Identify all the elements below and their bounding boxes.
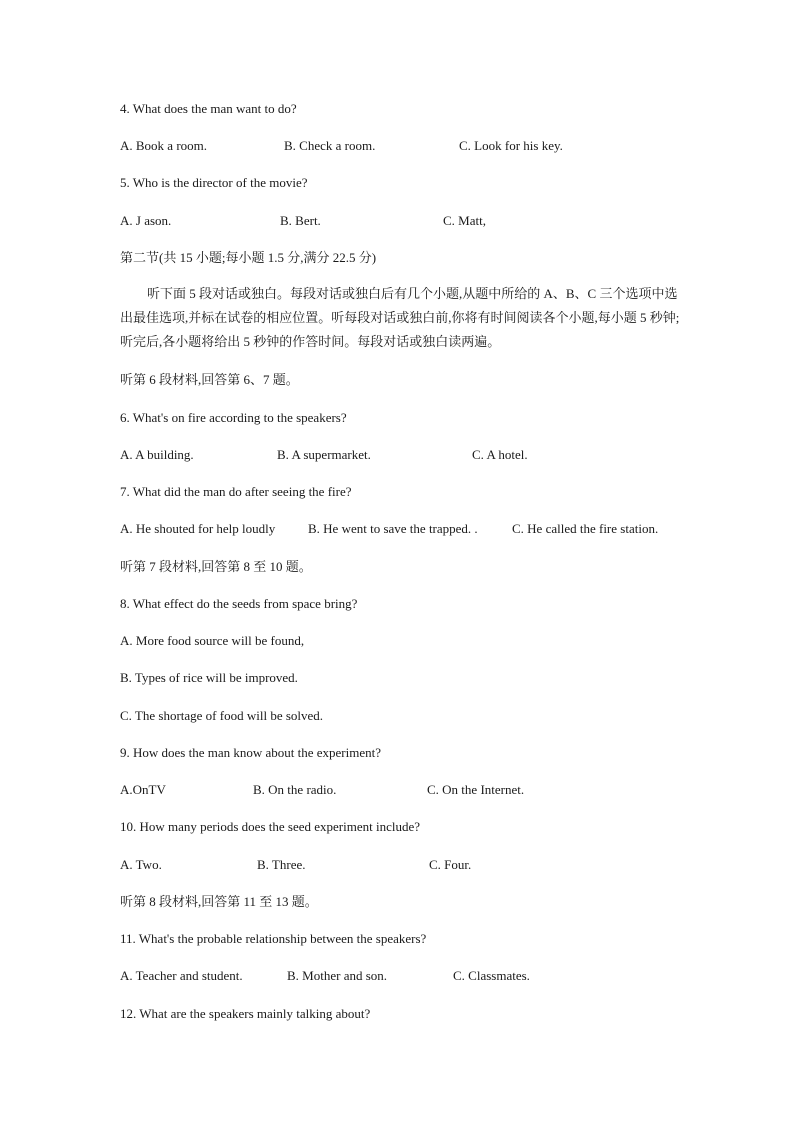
q7-option-a: A. He shouted for help loudly	[120, 521, 276, 536]
question-6: 6. What's on fire according to the speakers?	[120, 410, 347, 425]
q8-option-c: C. The shortage of food will be solved.	[120, 708, 324, 723]
q6-option-c: C. A hotel.	[472, 447, 528, 462]
q9-option-a: A.OnTV	[120, 782, 166, 797]
q6-option-a: A. A building.	[120, 447, 194, 462]
material-6-note: 听第 6 段材料,回答第 6、7 题。	[120, 372, 299, 387]
q11-option-a: A. Teacher and student.	[120, 968, 243, 983]
q7-option-c: C. He called the fire station.	[512, 521, 659, 536]
material-7-note: 听第 7 段材料,回答第 8 至 10 题。	[120, 559, 312, 574]
q9-option-c: C. On the Internet.	[427, 782, 525, 797]
q4-option-a: A. Book a room.	[120, 138, 208, 153]
question-5: 5. Who is the director of the movie?	[120, 175, 308, 190]
q10-option-a: A. Two.	[120, 857, 162, 872]
question-11: 11. What's the probable relationship between the speakers?	[120, 931, 427, 946]
question-12: 12. What are the speakers mainly talking about?	[120, 1006, 371, 1021]
question-9: 9. How does the man know about the experiment?	[120, 745, 382, 760]
q9-option-b: B. On the radio.	[253, 782, 337, 797]
q4-option-b: B. Check a room.	[284, 138, 376, 153]
q11-option-c: C. Classmates.	[453, 968, 530, 983]
q8-option-b: B. Types of rice will be improved.	[120, 670, 298, 685]
question-8: 8. What effect do the seeds from space bring?	[120, 596, 358, 611]
q10-option-b: B. Three.	[257, 857, 306, 872]
material-8-note: 听第 8 段材料,回答第 11 至 13 题。	[120, 894, 318, 909]
section-instructions: 听下面 5 段对话或独白。每段对话或独白后有几个小题,从题中所给的 A、B、C 三个选项中选出最佳选项,并标在试卷的相应位置。听每段对话或独白前,你将有时间阅读各个小题,每小题 5 秒钟;听完后,各小题将给出 5 秒钟的作答时间。每段对话或独白读两遍。	[120, 286, 680, 349]
q5-option-c: C. Matt,	[443, 213, 486, 228]
q5-option-b: B. Bert.	[280, 213, 321, 228]
q10-option-c: C. Four.	[429, 857, 472, 872]
section-heading: 第二节(共 15 小题;每小题 1.5 分,满分 22.5 分)	[120, 250, 377, 265]
q7-option-b: B. He went to save the trapped. .	[308, 521, 478, 536]
question-4: 4. What does the man want to do?	[120, 101, 297, 116]
q11-option-b: B. Mother and son.	[287, 968, 388, 983]
q8-option-a: A. More food source will be found,	[120, 633, 305, 648]
q4-option-c: C. Look for his key.	[459, 138, 563, 153]
q5-option-a: A. J ason.	[120, 213, 172, 228]
question-10: 10. How many periods does the seed experiment include?	[120, 819, 420, 834]
question-7: 7. What did the man do after seeing the fire?	[120, 484, 352, 499]
q6-option-b: B. A supermarket.	[277, 447, 371, 462]
